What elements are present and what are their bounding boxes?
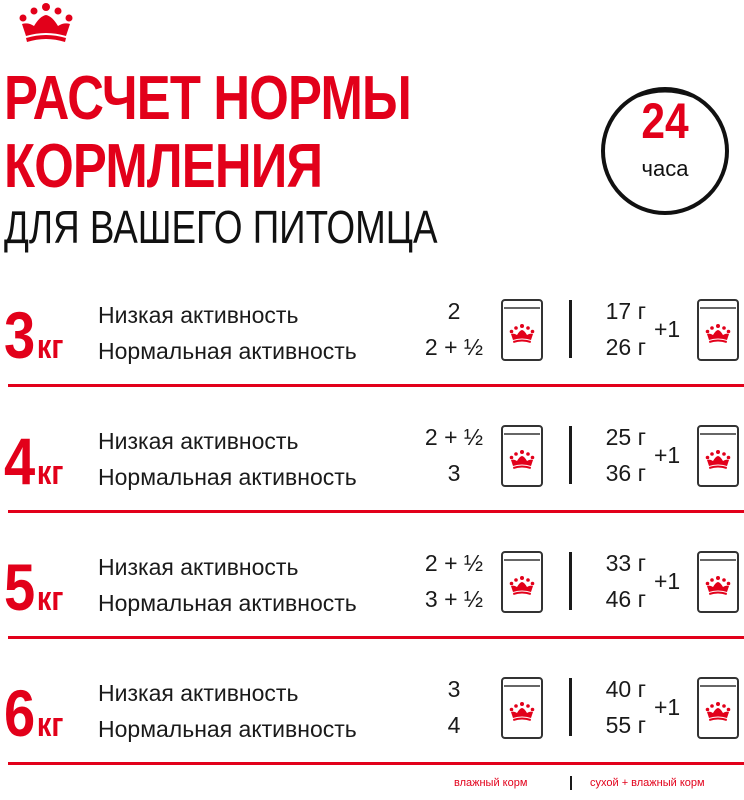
dry-normal-value: 36 г <box>605 460 646 486</box>
weight-unit: кг <box>36 580 64 618</box>
wet-low-value: 3 <box>447 676 461 702</box>
row-divider <box>8 510 744 513</box>
plus-one-pouch: +1 <box>654 694 681 720</box>
title-line-2: КОРМЛЕНИЯ <box>4 132 323 201</box>
clock-number: 24 <box>641 93 689 149</box>
weight-unit: кг <box>36 454 64 492</box>
wet-low-value: 2 <box>447 298 461 324</box>
weight-label <box>4 424 64 498</box>
column-separator <box>569 678 572 736</box>
subtitle: ДЛЯ ВАШЕГО ПИТОМЦА <box>4 201 438 253</box>
weight-row <box>0 422 744 534</box>
food-pouch-icon <box>696 424 740 488</box>
dry-low-value: 17 г <box>605 298 646 324</box>
footer-mixed-label: сухой + влажный корм <box>590 777 705 789</box>
low-activity-label: Низкая активность <box>98 554 299 580</box>
weight-number: 4 <box>4 424 36 498</box>
low-activity-label: Низкая активность <box>98 680 299 706</box>
footer-wet-label: влажный корм <box>454 777 528 789</box>
low-activity-label: Низкая активность <box>98 302 299 328</box>
dry-normal-value: 55 г <box>605 712 646 738</box>
dry-low-value: 25 г <box>605 424 646 450</box>
wet-normal-value: 3 + ½ <box>424 586 484 612</box>
low-activity-label: Низкая активность <box>98 428 299 454</box>
plus-one-pouch: +1 <box>654 442 681 468</box>
weight-row <box>0 296 744 408</box>
weight-label <box>4 550 64 624</box>
clock-badge <box>598 84 732 218</box>
food-pouch-icon <box>500 676 544 740</box>
crown-logo-icon <box>14 2 78 44</box>
normal-activity-label: Нормальная активность <box>98 464 357 490</box>
dry-low-value: 40 г <box>605 676 646 702</box>
title-line-1: РАСЧЕТ НОРМЫ <box>4 64 411 133</box>
weight-number: 3 <box>4 298 36 372</box>
column-separator <box>569 300 572 358</box>
food-pouch-icon <box>500 424 544 488</box>
normal-activity-label: Нормальная активность <box>98 590 357 616</box>
dry-normal-value: 46 г <box>605 586 646 612</box>
row-divider <box>8 384 744 387</box>
dry-low-value: 33 г <box>605 550 646 576</box>
weight-unit: кг <box>36 328 64 366</box>
footer-separator <box>570 776 572 790</box>
row-divider <box>8 636 744 639</box>
clock-unit: часа <box>641 156 689 181</box>
wet-normal-value: 3 <box>447 460 461 486</box>
weight-number: 6 <box>4 676 36 750</box>
wet-low-value: 2 + ½ <box>424 550 484 576</box>
food-pouch-icon <box>696 676 740 740</box>
weight-label <box>4 676 64 750</box>
plus-one-pouch: +1 <box>654 316 681 342</box>
weight-row <box>0 548 744 660</box>
column-separator <box>569 426 572 484</box>
normal-activity-label: Нормальная активность <box>98 338 357 364</box>
wet-normal-value: 4 <box>447 712 461 738</box>
food-pouch-icon <box>696 550 740 614</box>
column-separator <box>569 552 572 610</box>
weight-row <box>0 674 744 786</box>
normal-activity-label: Нормальная активность <box>98 716 357 742</box>
food-pouch-icon <box>696 298 740 362</box>
wet-low-value: 2 + ½ <box>424 424 484 450</box>
plus-one-pouch: +1 <box>654 568 681 594</box>
weight-label <box>4 298 64 372</box>
dry-normal-value: 26 г <box>605 334 646 360</box>
food-pouch-icon <box>500 298 544 362</box>
weight-number: 5 <box>4 550 36 624</box>
wet-normal-value: 2 + ½ <box>424 334 484 360</box>
row-divider <box>8 762 744 765</box>
weight-unit: кг <box>36 706 64 744</box>
food-pouch-icon <box>500 550 544 614</box>
